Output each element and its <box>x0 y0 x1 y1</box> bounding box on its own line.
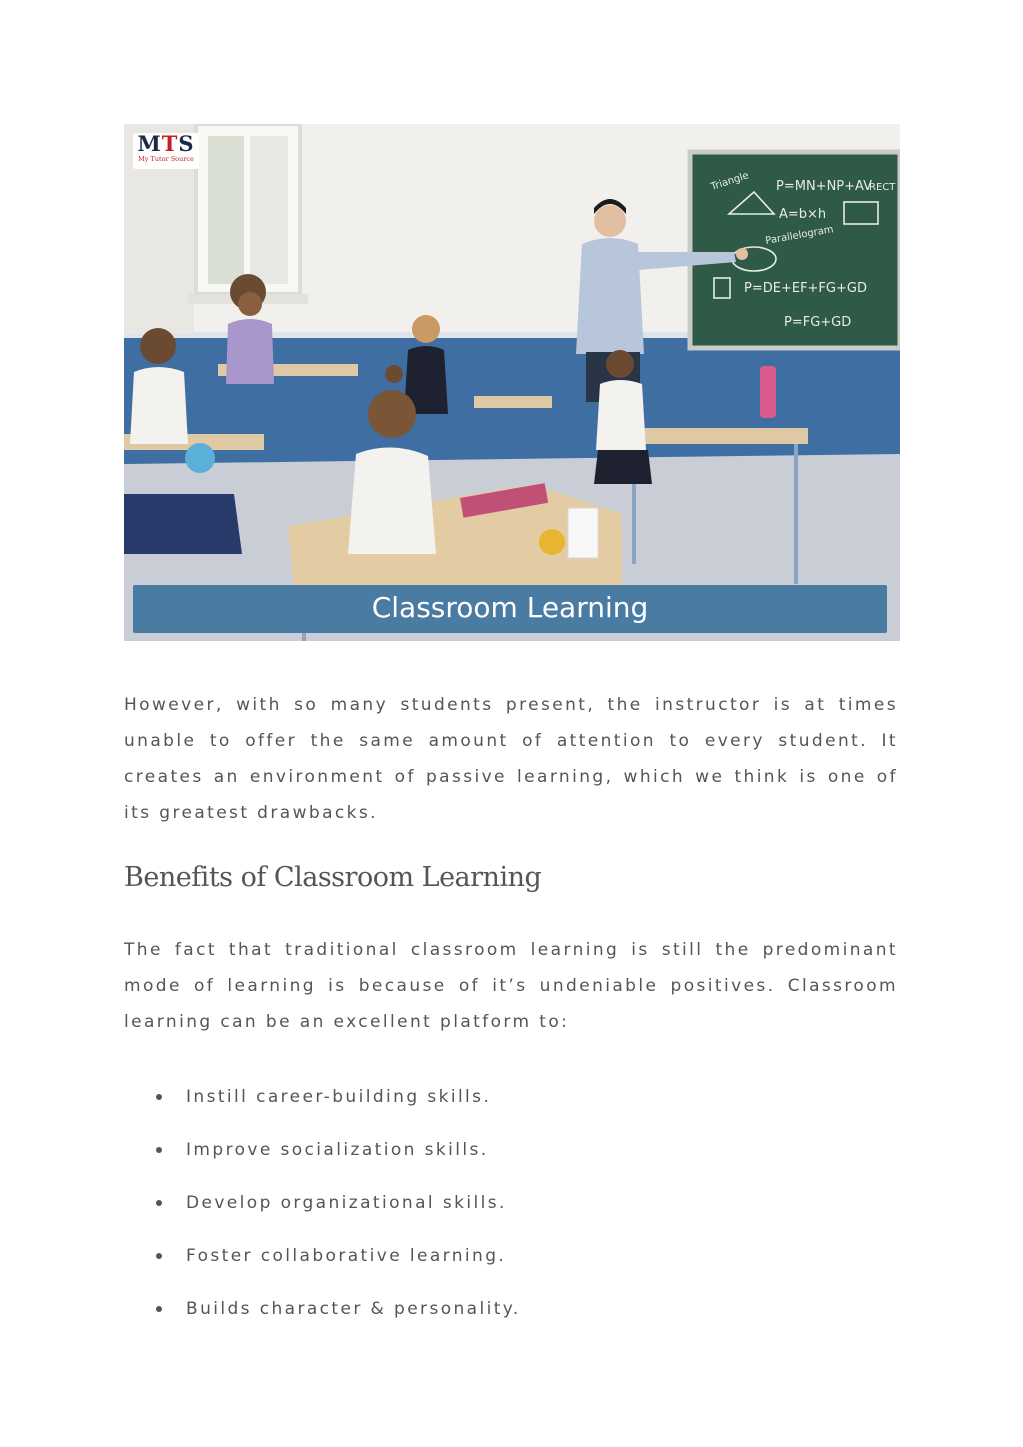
board-formula-1: P=MN+NP+AV <box>776 179 872 194</box>
list-item: Instill career-building skills. <box>124 1079 898 1132</box>
bullet-icon <box>156 1253 162 1259</box>
list-item: Foster collaborative learning. <box>124 1238 898 1291</box>
list-item: Builds character & personality. <box>124 1291 898 1344</box>
classroom-photo <box>124 124 900 641</box>
board-word-triangle: Triangle <box>709 170 751 193</box>
board-word-parallelogram: Parallelogram <box>764 224 835 247</box>
logo-mark: MTS <box>137 131 195 156</box>
bullet-icon <box>156 1200 162 1206</box>
section-heading: Benefits of Classroom Learning <box>124 862 542 893</box>
list-item: Improve socialization skills. <box>124 1132 898 1185</box>
logo-subtitle: My Tutor Source <box>138 155 194 163</box>
intro-paragraph: However, with so many students present, the instructor is at times unable to offer the same amount of attention to every student. It creates an environment of passive learning, which we think is one of its greatest drawbacks. <box>124 695 898 823</box>
board-formula-4: P=FG+GD <box>784 315 852 330</box>
bullet-icon <box>156 1094 162 1100</box>
classroom-illustration <box>124 124 900 641</box>
benefits-list <box>124 1079 898 1344</box>
mts-logo <box>133 133 199 169</box>
benefits-paragraph: The fact that traditional classroom learning is still the predominant mode of learning is because of it’s undeniable positives. Classroom learning can be an excellent platform to: <box>124 940 898 1032</box>
list-item: Develop organizational skills. <box>124 1185 898 1238</box>
board-word-rect: RECT <box>869 182 896 193</box>
bullet-icon <box>156 1147 162 1153</box>
board-formula-3: P=DE+EF+FG+GD <box>744 281 867 296</box>
bullet-icon <box>156 1306 162 1312</box>
board-formula-2: A=b×h <box>779 207 827 222</box>
image-caption-banner: Classroom Learning <box>133 585 887 633</box>
